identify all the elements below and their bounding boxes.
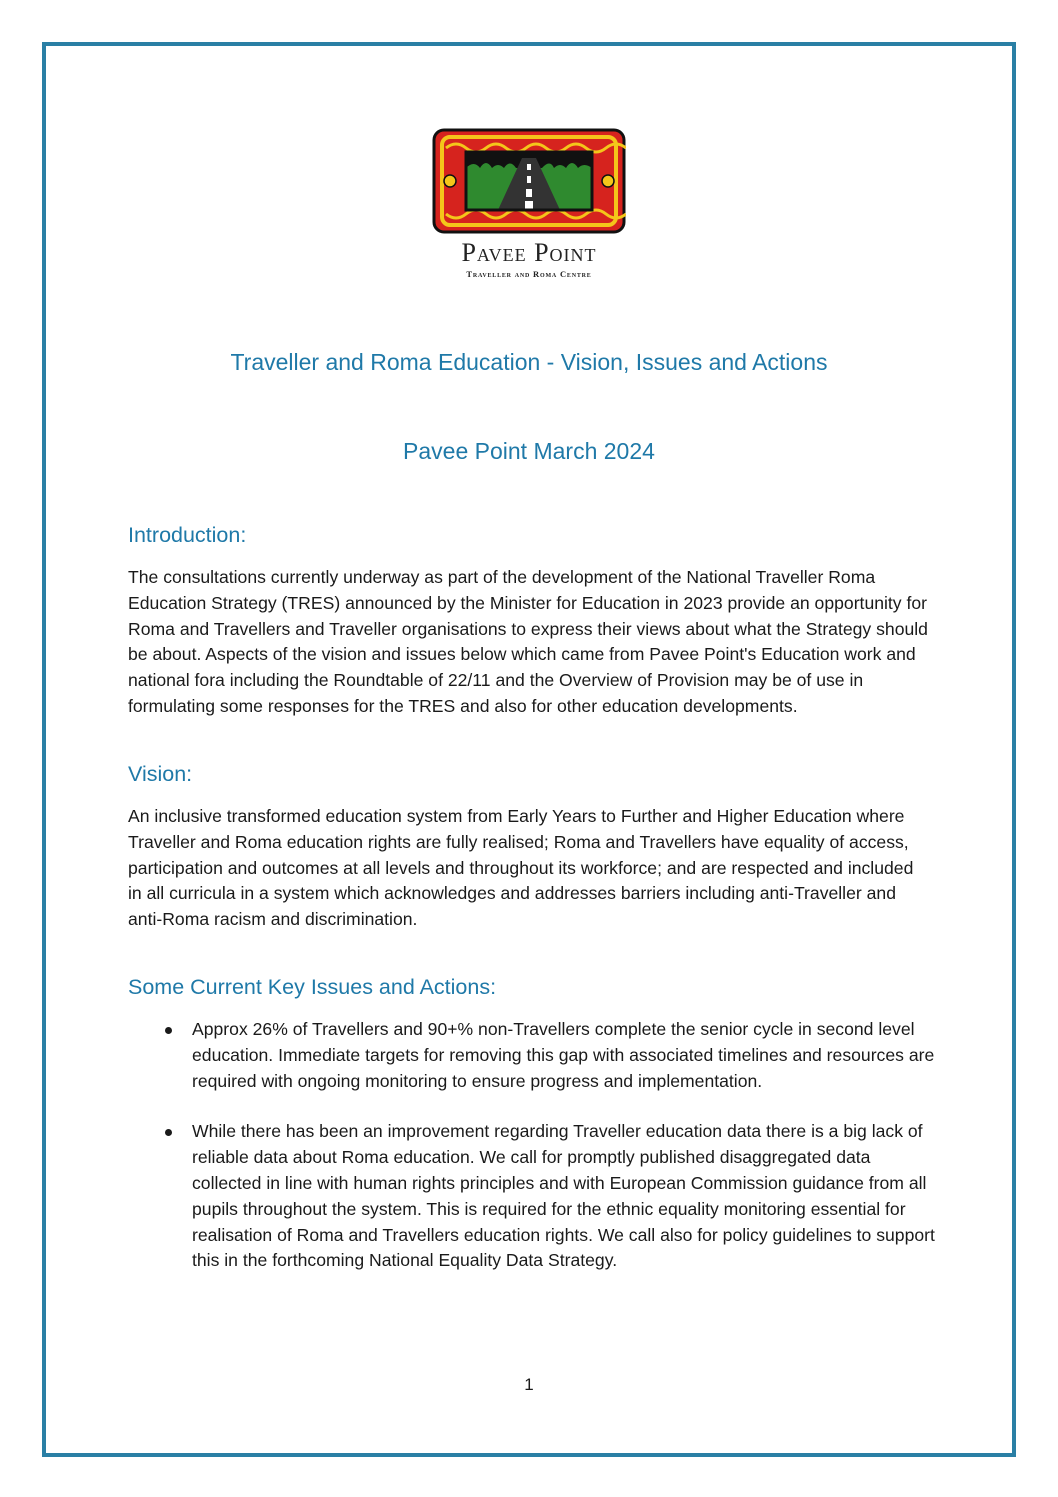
section-heading-introduction: Introduction: xyxy=(128,523,247,547)
pavee-point-logo xyxy=(432,128,626,280)
bullet-icon xyxy=(165,1129,172,1136)
page-number: 1 xyxy=(524,1375,534,1394)
section-heading-key-issues: Some Current Key Issues and Actions: xyxy=(128,975,497,999)
key-issues-list xyxy=(128,1017,938,1299)
logo-subtitle: Traveller and Roma Centre xyxy=(466,269,592,279)
section-heading-vision: Vision: xyxy=(128,762,193,786)
logo-emblem xyxy=(432,128,626,234)
introduction-paragraph: The consultations currently underway as part of the development of the National Traveller Roma Education Strategy (TRES) announced by the Minister for Education in 2023 provide an opportunity for Roma and Travellers and Traveller organisations to express their views about what the Strategy should be about. Aspects of the vision and issues below which came from Pavee Point's Education work and national fora including the Roundtable of 22/11 and the Overview of Provision may be of use in formulating some responses for the TRES and also for other education developments. xyxy=(128,567,928,716)
document-subtitle: Pavee Point March 2024 xyxy=(403,438,655,464)
list-item-text: Approx 26% of Travellers and 90+% non-Travellers complete the senior cycle in second level education. Immediate targets for removing this gap with associated timelines and resources are required with ongoing monitoring to ensure progress and implementation. xyxy=(192,1019,935,1091)
document-title: Traveller and Roma Education - Vision, Issues and Actions xyxy=(230,349,828,375)
vision-paragraph: An inclusive transformed education system from Early Years to Further and Higher Education where Traveller and Roma education rights are fully realised; Roma and Travellers have equality of access, participation and outcomes at all levels and throughout its workforce; and are respected and included in all curricula in a system which acknowledges and addresses barriers including anti-Traveller and anti-Roma racism and discrimination. xyxy=(128,806,914,930)
list-item xyxy=(128,1017,938,1094)
logo-name: Pavee Point xyxy=(461,238,597,267)
bullet-icon xyxy=(165,1027,172,1034)
list-item-text: While there has been an improvement regarding Traveller education data there is a big lack of reliable data about Roma education. We call for promptly published disaggregated data collected in line with human rights principles and with European Commission guidance from all pupils throughout the system. This is required for the ethnic equality monitoring essential for realisation of Roma and Travellers education rights. We call also for policy guidelines to support this in the forthcoming National Equality Data Strategy. xyxy=(192,1121,935,1271)
list-item xyxy=(128,1119,938,1274)
